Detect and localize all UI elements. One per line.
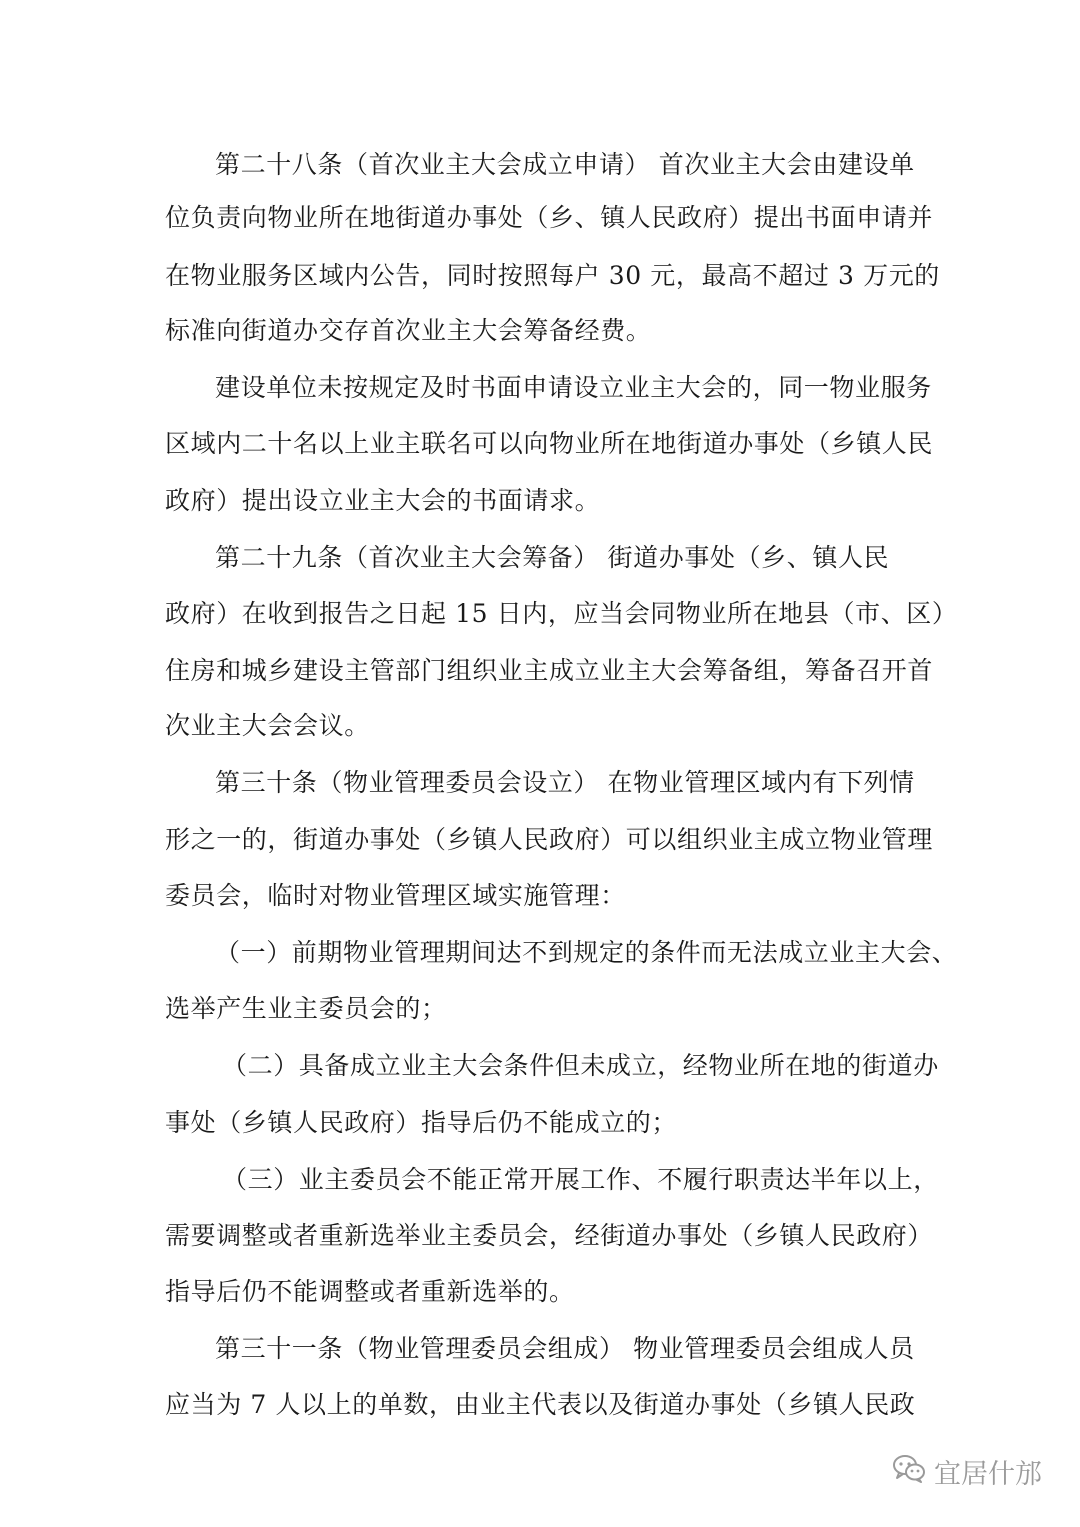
text-line: 第二十八条（首次业主大会成立申请） 首次业主大会由建设单 — [215, 150, 915, 179]
text-line: 选举产生业主委员会的； — [165, 994, 447, 1023]
text-line: 应当为 7 人以上的单数，由业主代表以及街道办事处（乡镇人民政 — [165, 1390, 916, 1419]
text-line: 政府）提出设立业主大会的书面请求。 — [165, 486, 601, 515]
watermark-text: 宜居什邡 — [934, 1459, 1042, 1490]
text-line: 指导后仍不能调整或者重新选举的。 — [165, 1277, 575, 1306]
text-line: 事处（乡镇人民政府）指导后仍不能成立的； — [165, 1108, 678, 1137]
text-line: 区域内二十名以上业主联名可以向物业所在地街道办事处（乡镇人民 — [165, 429, 934, 458]
text-line: 第二十九条（首次业主大会筹备） 街道办事处（乡、镇人民 — [215, 543, 890, 572]
text-line: （三）业主委员会不能正常开展工作、不履行职责达半年以上， — [222, 1165, 939, 1194]
wechat-icon — [892, 1453, 926, 1490]
text-line: 住房和城乡建设主管部门组织业主成立业主大会筹备组，筹备召开首 — [165, 656, 934, 685]
text-line: 第三十条（物业管理委员会设立） 在物业管理区域内有下列情 — [215, 768, 915, 797]
text-line: 标准向街道办交存首次业主大会筹备经费。 — [165, 316, 652, 345]
text-line: （一）前期物业管理期间达不到规定的条件而无法成立业主大会、 — [215, 938, 958, 967]
watermark — [892, 1452, 1042, 1491]
text-line: 在物业服务区域内公告，同时按照每户 30 元，最高不超过 3 万元的 — [165, 261, 940, 290]
text-line: （二）具备成立业主大会条件但未成立，经物业所在地的街道办 — [222, 1051, 939, 1080]
text-line: 政府）在收到报告之日起 15 日内，应当会同物业所在地县（市、区） — [165, 599, 958, 628]
text-line: 第三十一条（物业管理委员会组成） 物业管理委员会组成人员 — [215, 1334, 915, 1363]
text-line: 建设单位未按规定及时书面申请设立业主大会的，同一物业服务 — [215, 373, 932, 402]
text-line: 委员会，临时对物业管理区域实施管理： — [165, 881, 626, 910]
text-line: 位负责向物业所在地街道办事处（乡、镇人民政府）提出书面申请并 — [165, 203, 934, 232]
text-line: 需要调整或者重新选举业主委员会，经街道办事处（乡镇人民政府） — [165, 1221, 934, 1250]
text-line: 次业主大会会议。 — [165, 711, 370, 740]
text-line: 形之一的，街道办事处（乡镇人民政府）可以组织业主成立物业管理 — [165, 825, 934, 854]
